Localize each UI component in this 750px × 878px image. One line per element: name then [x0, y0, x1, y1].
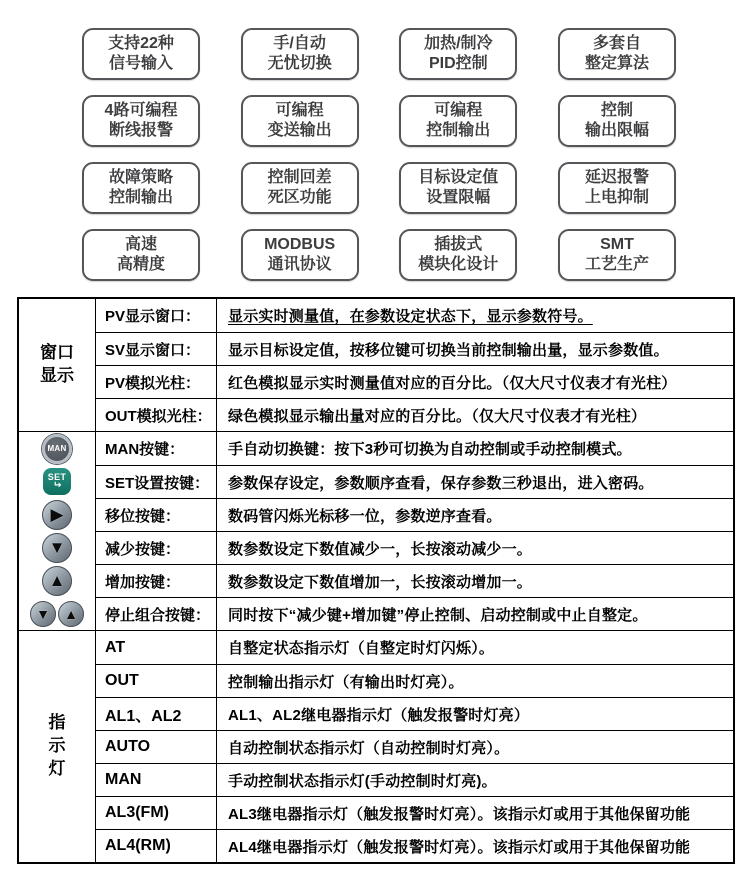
row-label: 增加按键：: [95, 564, 217, 597]
row-description: 自整定状态指示灯（自整定时灯闪烁）。: [228, 640, 495, 657]
row-description: 数参数设定下数值增加一，长按滚动增加一。: [217, 564, 733, 597]
row-description: 控制输出指示灯（有输出时灯亮）。: [217, 664, 733, 697]
table-row: [95, 631, 733, 664]
badge-line1: SMT: [600, 235, 634, 253]
badge-line2: 控制输出: [108, 189, 173, 206]
row-label: AUTO: [95, 730, 217, 763]
table-row: [95, 432, 733, 465]
button-icon-column: [19, 432, 95, 630]
badge-line1: 可编程: [434, 101, 483, 119]
man-button-icon: MAN: [42, 434, 72, 464]
badge-line1: 加热/制冷: [424, 34, 493, 52]
feature-badge: [558, 95, 676, 147]
badge-line2: 设置限幅: [426, 189, 491, 206]
right-triangle-icon: ▶: [50, 505, 64, 524]
combo-decrease-icon: [30, 601, 56, 627]
group-label-window-display: 窗口 显示: [40, 343, 74, 385]
badge-line2: 工艺生产: [584, 256, 649, 273]
feature-badge: [399, 162, 517, 214]
row-description: 同时按下“减少键+增加键”停止控制、启动控制或中止自整定。: [217, 597, 733, 630]
up-triangle-icon: ▲: [48, 571, 66, 590]
row-label: SV显示窗口：: [95, 332, 217, 365]
section-rows: [95, 432, 733, 630]
row-label: SET设置按键：: [95, 465, 217, 498]
badge-line2: 无忧切换: [267, 55, 332, 72]
row-label: AL4(RM): [95, 829, 217, 862]
badge-line2: 上电抑制: [584, 189, 649, 206]
table-row: [95, 398, 733, 431]
badge-line2: PID控制: [428, 55, 488, 72]
feature-badge: [399, 229, 517, 281]
feature-badge: [82, 95, 200, 147]
section-window-display: [19, 299, 733, 431]
table-row: [95, 597, 733, 630]
decrease-button-icon: [42, 533, 72, 563]
feature-badge: [399, 95, 517, 147]
badge-line1: 多套自: [592, 34, 641, 52]
feature-badge-grid: [0, 0, 750, 281]
badge-line2: 变送输出: [267, 122, 332, 139]
table-row: [95, 829, 733, 862]
row-description: 手自动切换键：按下3秒可切换为自动控制或手动控制模式。: [228, 441, 632, 458]
row-label: 停止组合按键：: [95, 597, 217, 630]
feature-badge: [82, 229, 200, 281]
section-rows: [95, 631, 733, 862]
feature-badge: [558, 162, 676, 214]
row-label: MAN: [95, 763, 217, 796]
feature-badge: [558, 28, 676, 80]
row-description: 数码管闪烁光标移一位，参数逆序查看。: [217, 498, 733, 531]
section-indicator-lights: [19, 630, 733, 862]
table-row: [95, 796, 733, 829]
badge-line1: 支持22种: [108, 34, 174, 52]
table-row: [95, 730, 733, 763]
table-row: [95, 763, 733, 796]
stop-combo-icon: [30, 597, 84, 630]
feature-badge: [241, 95, 359, 147]
row-description: 绿色模拟显示输出量对应的百分比。（仅大尺寸仪表才有光柱）: [217, 398, 733, 431]
badge-line1: 高速: [124, 235, 157, 253]
badge-line2: 整定算法: [584, 55, 649, 72]
badge-line1: 插拔式: [434, 235, 483, 253]
row-description: AL1、AL2继电器指示灯（触发报警时灯亮）: [217, 697, 733, 730]
row-label: AT: [95, 631, 217, 664]
spec-table: [17, 297, 735, 864]
down-triangle-icon: ▼: [36, 605, 50, 622]
row-label: OUT模拟光柱：: [95, 398, 217, 431]
badge-line2: 输出限幅: [584, 122, 649, 139]
table-row: [95, 498, 733, 531]
row-description: 自动控制状态指示灯（自动控制时灯亮）。: [217, 730, 733, 763]
badge-line1: 手/自动: [273, 34, 326, 52]
row-description: 参数保存设定，参数顺序查看，保存参数三秒退出，进入密码。: [217, 465, 733, 498]
group-label-indicator-lights: 指 示 灯: [48, 713, 66, 778]
badge-line1: 控制: [600, 101, 633, 119]
badge-line1: 目标设定值: [418, 168, 499, 186]
table-row: [95, 299, 733, 332]
table-row: [95, 365, 733, 398]
feature-badge: [241, 162, 359, 214]
row-description: 红色模拟显示实时测量值对应的百分比。（仅大尺寸仪表才有光柱）: [217, 365, 733, 398]
badge-line1: 延迟报警: [584, 168, 649, 186]
row-label: AL3(FM): [95, 796, 217, 829]
section-rows: [95, 299, 733, 431]
table-row: [95, 564, 733, 597]
badge-line1: 控制回差: [267, 168, 332, 186]
row-label: PV模拟光柱：: [95, 365, 217, 398]
badge-line2: 高精度: [116, 256, 165, 273]
row-description: 数参数设定下数值减少一，长按滚动减少一。: [217, 531, 733, 564]
badge-line2: 死区功能: [267, 189, 332, 206]
feature-badge: [82, 28, 200, 80]
badge-line1: 4路可编程: [104, 101, 178, 119]
feature-badge: [399, 28, 517, 80]
combo-increase-icon: [58, 601, 84, 627]
badge-line2: 通讯协议: [267, 256, 332, 273]
row-description: 显示实时测量值，在参数设定状态下，显示参数符号。: [228, 308, 593, 325]
badge-line1: 可编程: [275, 101, 324, 119]
return-arrow-icon: ↵: [52, 479, 62, 491]
feature-badge: [558, 229, 676, 281]
row-label: OUT: [95, 664, 217, 697]
badge-line2: 断线报警: [108, 122, 173, 139]
table-row: [95, 332, 733, 365]
row-description: AL3继电器指示灯（触发报警时灯亮）。该指示灯或用于其他保留功能: [217, 796, 733, 829]
badge-line1: MODBUS: [264, 235, 336, 253]
section-buttons: [19, 431, 733, 630]
row-description: AL4继电器指示灯（触发报警时灯亮）。该指示灯或用于其他保留功能: [217, 829, 733, 862]
down-triangle-icon: ▼: [48, 538, 66, 557]
row-label: PV显示窗口：: [95, 299, 217, 332]
table-row: [95, 465, 733, 498]
table-row: [95, 664, 733, 697]
table-row: [95, 531, 733, 564]
row-label: AL1、AL2: [95, 697, 217, 730]
badge-line1: 故障策略: [108, 168, 173, 186]
increase-button-icon: [42, 566, 72, 596]
up-triangle-icon: ▲: [64, 605, 78, 622]
shift-button-icon: [42, 500, 72, 530]
badge-line2: 控制输出: [426, 122, 491, 139]
set-button-icon: [43, 468, 71, 495]
badge-line2: 信号输入: [108, 55, 173, 72]
feature-badge: [241, 229, 359, 281]
feature-badge: [241, 28, 359, 80]
row-description: 显示目标设定值，按移位键可切换当前控制输出量，显示参数值。: [217, 332, 733, 365]
feature-badge: [82, 162, 200, 214]
set-button-label: SET: [47, 471, 67, 482]
row-label: MAN按键：: [95, 432, 217, 465]
badge-line2: 模块化设计: [418, 256, 499, 273]
row-label: 减少按键：: [95, 531, 217, 564]
row-description: 手动控制状态指示灯(手动控制时灯亮)。: [217, 763, 733, 796]
table-row: [95, 697, 733, 730]
row-label: 移位按键：: [95, 498, 217, 531]
